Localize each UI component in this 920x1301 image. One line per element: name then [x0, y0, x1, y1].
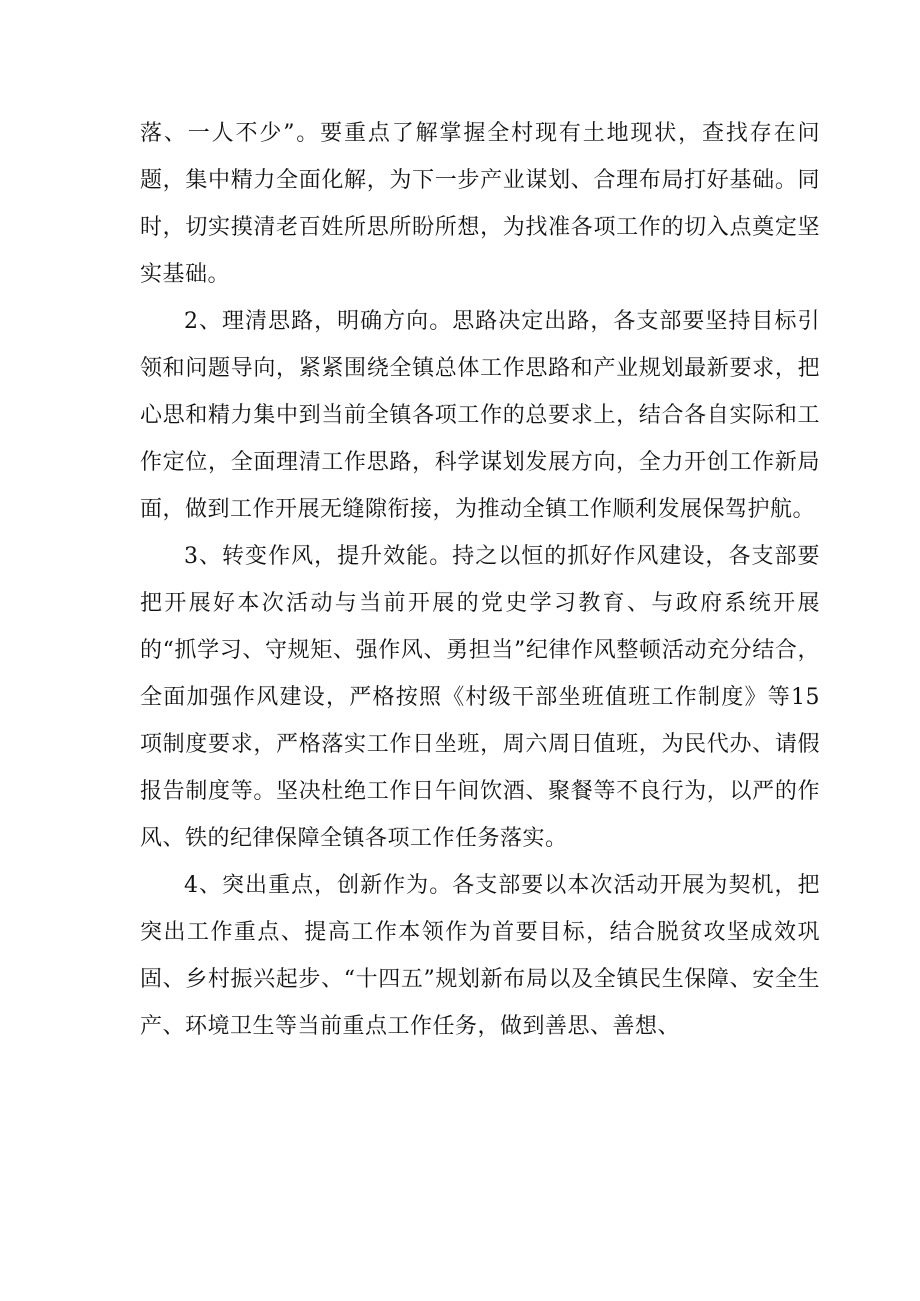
document-body — [140, 110, 820, 1050]
paragraph-item-4: 4、突出重点，创新作为。各支部要以本次活动开展为契机，把突出工作重点、提高工作本领作为首要目标，结合脱贫攻坚成效巩固、乡村振兴起步、“十四五”规划新布局以及全镇民生保障、安全生产、环境卫生等当前重点工作任务，做到善思、善想、 — [140, 873, 820, 1039]
paragraph-item-2: 2、理清思路，明确方向。思路决定出路，各支部要坚持目标引领和问题导向，紧紧围绕全镇总体工作思路和产业规划最新要求，把心思和精力集中到当前全镇各项工作的总要求上，结合各自实际和工作定位，全面理清工作思路，科学谋划发展方向，全力开创工作新局面，做到工作开展无缝隙衔接，为推动全镇工作顺利发展保驾护航。 — [140, 309, 820, 522]
paragraph-item-3: 3、转变作风，提升效能。持之以恒的抓好作风建设，各支部要把开展好本次活动与当前开展的党史学习教育、与政府系统开展的“抓学习、守规矩、强作风、勇担当”纪律作风整顿活动充分结合，全面加强作风建设，严格按照《村级干部坐班值班工作制度》等15项制度要求，严格落实工作日坐班，周六周日值班，为民代办、请假报告制度等。坚决杜绝工作日午间饮酒、聚餐等不良行为，以严的作风、铁的纪律保障全镇各项工作任务落实。 — [140, 544, 820, 851]
paragraph-continuation: 落、一人不少”。要重点了解掌握全村现有土地现状，查找存在问题，集中精力全面化解，为下一步产业谋划、合理布局打好基础。同时，切实摸清老百姓所思所盼所想，为找准各项工作的切入点奠定坚实基础。 — [140, 121, 820, 287]
